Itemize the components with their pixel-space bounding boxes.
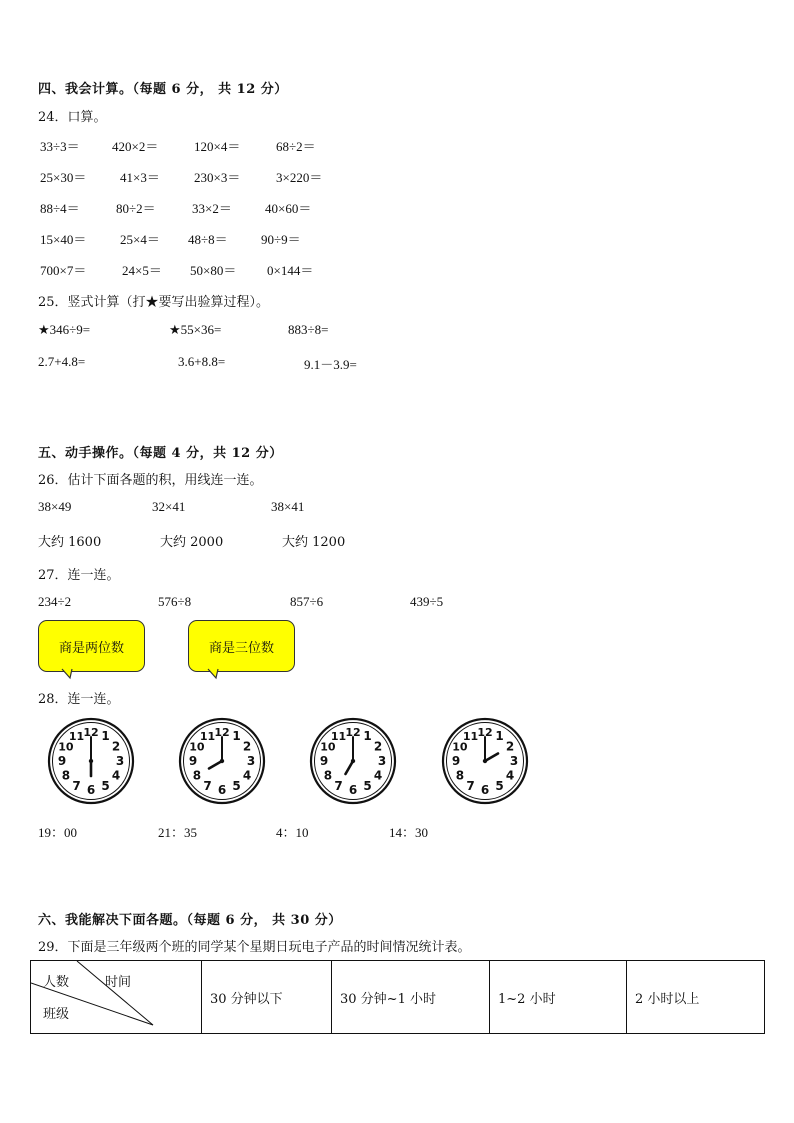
clock-numeral: 7 [466,779,475,794]
clock-numeral: 6 [480,783,490,797]
table-header-row [31,961,765,1034]
bubble-tail [206,668,226,680]
table-header-cell: 2 小时以上 [627,961,765,1034]
clock-numeral: 3 [377,754,387,768]
clock-numeral: 4 [242,768,252,783]
vertical-item: 2.7+4.8= [38,354,86,369]
oral-item: 25×30＝ [40,170,87,185]
table-header-cell: 30 分钟~1 小时 [332,961,490,1034]
corner-header-cell [31,961,202,1034]
clock-numeral: 2 [505,739,515,754]
clock-numeral: 8 [323,768,333,783]
oral-item: 33×2＝ [192,201,232,216]
clock-numeral: 2 [242,739,252,754]
clock-numeral: 1 [495,728,504,743]
clock-face [440,716,530,806]
clock-numeral: 11 [68,729,85,743]
clock-numeral: 11 [462,729,479,743]
time-label: 21：35 [158,825,198,840]
clock-numeral: 8 [61,768,71,783]
division-expression: 857÷6 [290,594,324,609]
clock-face [308,716,398,806]
oral-item: 25×4＝ [120,232,160,247]
oral-item: 700×7＝ [40,263,87,278]
clock-numeral: 2 [373,739,383,754]
clock-numeral: 1 [101,728,110,743]
oral-item: 90÷9＝ [261,232,301,247]
clock-numeral: 5 [363,779,372,794]
table-header-cell: 1~2 小时 [490,961,627,1034]
oral-item: 33÷3＝ [40,139,80,154]
clock-numeral: 6 [348,783,358,797]
section-6-title: 六、我能解决下面各题。（每题 6 分， 共 30 分） [38,913,342,928]
clock-numeral: 10 [189,740,205,754]
oral-item: 230×3＝ [194,170,241,185]
estimate-label: 大约 2000 [160,535,224,550]
clock-numeral: 5 [232,779,241,794]
oral-item: 41×3＝ [120,170,160,185]
clock-numeral: 12 [83,726,99,739]
estimate-label: 大约 1200 [282,535,346,550]
clock-numeral: 3 [246,754,256,768]
clock-numeral: 5 [101,779,110,794]
oral-item: 80÷2＝ [116,201,156,216]
oral-item: 40×60＝ [265,201,312,216]
oral-item: 50×80＝ [190,263,237,278]
clock-numeral: 12 [477,726,493,739]
question-24-label: 24．口算。 [38,110,107,125]
clock-numeral: 4 [111,768,121,783]
three-digit-quotient-bubble [188,620,295,672]
vertical-item: 9.1－3.9= [304,357,357,372]
clock-numeral: 12 [214,726,230,739]
clock-numeral: 6 [86,783,96,797]
clock-numeral: 8 [455,768,465,783]
section-5-title: 五、动手操作。（每题 4 分，共 12 分） [38,446,283,461]
section-4-title: 四、我会计算。（每题 6 分， 共 12 分） [38,82,288,97]
two-digit-quotient-bubble [38,620,145,672]
clock-numeral: 9 [451,754,461,768]
clock-numeral: 2 [111,739,121,754]
division-expression: 576÷8 [158,594,192,609]
oral-item: 68÷2＝ [276,139,316,154]
division-expression: 439÷5 [410,594,444,609]
clock-numeral: 11 [330,729,347,743]
corner-people-label: 人数 [43,975,70,990]
clock-numeral: 9 [319,754,329,768]
clock-numeral: 7 [334,779,343,794]
clock-face [177,716,267,806]
clock-numeral: 5 [495,779,504,794]
vertical-item: 3.6+8.8= [178,354,226,369]
bubble-label: 商是三位数 [208,640,274,656]
oral-item: 88÷4＝ [40,201,80,216]
clock-numeral: 10 [452,740,468,754]
product-expression: 38×41 [271,499,305,514]
clock-numeral: 9 [57,754,67,768]
clock-numeral: 3 [115,754,125,768]
corner-time-label: 时间 [105,975,132,990]
question-25-label: 25．竖式计算（打★要写出验算过程）。 [38,295,270,310]
oral-item: 3×220＝ [276,170,323,185]
vertical-item: ★55×36= [169,322,222,337]
question-29-label: 29．下面是三年级两个班的同学某个星期日玩电子产品的时间情况统计表。 [38,940,471,955]
clock-numeral: 3 [509,754,519,768]
time-label: 19：00 [38,825,78,840]
table-header-cell: 30 分钟以下 [202,961,332,1034]
oral-item: 0×144＝ [267,263,314,278]
product-expression: 38×49 [38,499,72,514]
statistics-table [30,960,765,1034]
question-26-label: 26．估计下面各题的积，用线连一连。 [38,473,263,488]
clock-numeral: 11 [199,729,216,743]
corner-class-label: 班级 [43,1007,70,1022]
oral-item: 420×2＝ [112,139,159,154]
clock-numeral: 1 [232,728,241,743]
estimate-label: 大约 1600 [38,535,102,550]
oral-item: 48÷8＝ [188,232,228,247]
bubble-tail [60,668,80,680]
question-27-label: 27．连一连。 [38,568,120,583]
clock-numeral: 8 [192,768,202,783]
oral-item: 15×40＝ [40,232,87,247]
clock-numeral: 9 [188,754,198,768]
question-28-label: 28．连一连。 [38,692,120,707]
clock-numeral: 7 [203,779,212,794]
clock-numeral: 4 [505,768,515,783]
time-label: 14：30 [389,825,429,840]
clock-numeral: 12 [345,726,361,739]
clock-numeral: 10 [320,740,336,754]
time-label: 4：10 [276,825,309,840]
clock-numeral: 6 [217,783,227,797]
clock-numeral: 7 [72,779,81,794]
oral-item: 120×4＝ [194,139,241,154]
product-expression: 32×41 [152,499,186,514]
vertical-item: ★346÷9= [38,322,91,337]
bubble-label: 商是两位数 [58,640,124,656]
vertical-item: 883÷8= [288,322,329,337]
oral-item: 24×5＝ [122,263,162,278]
clock-numeral: 1 [363,728,372,743]
division-expression: 234÷2 [38,594,72,609]
clock-face [46,716,136,806]
clock-numeral: 10 [58,740,74,754]
clock-numeral: 4 [373,768,383,783]
